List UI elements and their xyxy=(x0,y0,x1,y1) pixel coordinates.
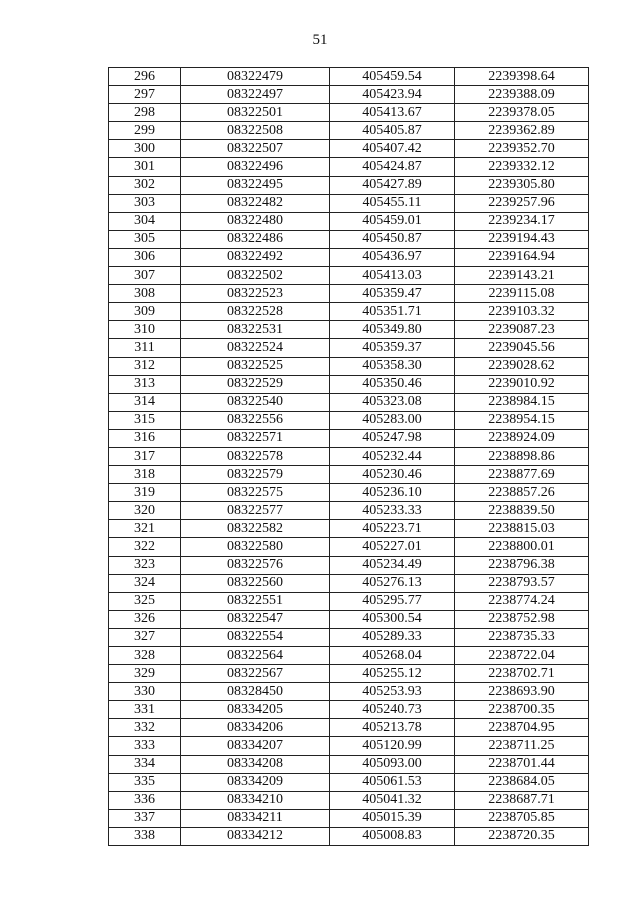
y-coordinate-cell: 2238735.33 xyxy=(455,628,589,646)
point-id-cell: 08322556 xyxy=(181,411,330,429)
x-coordinate-cell: 405289.33 xyxy=(330,628,455,646)
point-number-cell: 306 xyxy=(109,248,181,266)
x-coordinate-cell: 405427.89 xyxy=(330,176,455,194)
y-coordinate-cell: 2239164.94 xyxy=(455,248,589,266)
y-coordinate-cell: 2238815.03 xyxy=(455,520,589,538)
point-number-cell: 315 xyxy=(109,411,181,429)
point-number-cell: 310 xyxy=(109,321,181,339)
table-row xyxy=(109,701,589,719)
point-number-cell: 326 xyxy=(109,610,181,628)
table-row xyxy=(109,628,589,646)
x-coordinate-cell: 405227.01 xyxy=(330,538,455,556)
table-row xyxy=(109,429,589,447)
point-number-cell: 335 xyxy=(109,773,181,791)
table-row xyxy=(109,122,589,140)
point-id-cell: 08322479 xyxy=(181,68,330,86)
x-coordinate-cell: 405015.39 xyxy=(330,809,455,827)
y-coordinate-cell: 2239257.96 xyxy=(455,194,589,212)
x-coordinate-cell: 405413.67 xyxy=(330,104,455,122)
point-number-cell: 328 xyxy=(109,647,181,665)
y-coordinate-cell: 2239388.09 xyxy=(455,86,589,104)
table-row xyxy=(109,339,589,357)
point-number-cell: 300 xyxy=(109,140,181,158)
point-id-cell: 08322564 xyxy=(181,647,330,665)
point-id-cell: 08334209 xyxy=(181,773,330,791)
table-row xyxy=(109,502,589,520)
x-coordinate-cell: 405424.87 xyxy=(330,158,455,176)
x-coordinate-cell: 405223.71 xyxy=(330,520,455,538)
table-row xyxy=(109,393,589,411)
x-coordinate-cell: 405358.30 xyxy=(330,357,455,375)
table-row xyxy=(109,574,589,592)
x-coordinate-cell: 405061.53 xyxy=(330,773,455,791)
point-number-cell: 309 xyxy=(109,303,181,321)
table-row xyxy=(109,556,589,574)
point-id-cell: 08322480 xyxy=(181,212,330,230)
y-coordinate-cell: 2239045.56 xyxy=(455,339,589,357)
table-row xyxy=(109,411,589,429)
point-id-cell: 08322528 xyxy=(181,303,330,321)
point-id-cell: 08334212 xyxy=(181,827,330,845)
y-coordinate-cell: 2238924.09 xyxy=(455,429,589,447)
table-row xyxy=(109,773,589,791)
y-coordinate-cell: 2239332.12 xyxy=(455,158,589,176)
table-row xyxy=(109,827,589,845)
point-id-cell: 08322501 xyxy=(181,104,330,122)
y-coordinate-cell: 2239398.64 xyxy=(455,68,589,86)
table-row xyxy=(109,665,589,683)
point-id-cell: 08322551 xyxy=(181,592,330,610)
y-coordinate-cell: 2238705.85 xyxy=(455,809,589,827)
table-row xyxy=(109,592,589,610)
point-id-cell: 08322497 xyxy=(181,86,330,104)
y-coordinate-cell: 2238898.86 xyxy=(455,447,589,465)
point-number-cell: 312 xyxy=(109,357,181,375)
point-number-cell: 324 xyxy=(109,574,181,592)
table-row xyxy=(109,737,589,755)
point-number-cell: 322 xyxy=(109,538,181,556)
x-coordinate-cell: 405450.87 xyxy=(330,230,455,248)
x-coordinate-cell: 405323.08 xyxy=(330,393,455,411)
table-row xyxy=(109,683,589,701)
table-row xyxy=(109,68,589,86)
point-number-cell: 311 xyxy=(109,339,181,357)
point-id-cell: 08334208 xyxy=(181,755,330,773)
x-coordinate-cell: 405236.10 xyxy=(330,484,455,502)
point-id-cell: 08334205 xyxy=(181,701,330,719)
point-id-cell: 08322531 xyxy=(181,321,330,339)
y-coordinate-cell: 2239352.70 xyxy=(455,140,589,158)
table-row xyxy=(109,538,589,556)
y-coordinate-cell: 2239103.32 xyxy=(455,303,589,321)
table-row xyxy=(109,285,589,303)
y-coordinate-cell: 2238711.25 xyxy=(455,737,589,755)
point-number-cell: 298 xyxy=(109,104,181,122)
point-id-cell: 08334211 xyxy=(181,809,330,827)
point-id-cell: 08322496 xyxy=(181,158,330,176)
x-coordinate-cell: 405268.04 xyxy=(330,647,455,665)
table-row xyxy=(109,303,589,321)
y-coordinate-cell: 2239234.17 xyxy=(455,212,589,230)
x-coordinate-cell: 405276.13 xyxy=(330,574,455,592)
x-coordinate-cell: 405455.11 xyxy=(330,194,455,212)
point-number-cell: 313 xyxy=(109,375,181,393)
x-coordinate-cell: 405213.78 xyxy=(330,719,455,737)
table-row xyxy=(109,357,589,375)
point-number-cell: 319 xyxy=(109,484,181,502)
point-id-cell: 08322577 xyxy=(181,502,330,520)
point-number-cell: 332 xyxy=(109,719,181,737)
y-coordinate-cell: 2239028.62 xyxy=(455,357,589,375)
x-coordinate-cell: 405359.37 xyxy=(330,339,455,357)
point-id-cell: 08322580 xyxy=(181,538,330,556)
table-row xyxy=(109,267,589,285)
y-coordinate-cell: 2238793.57 xyxy=(455,574,589,592)
point-id-cell: 08322547 xyxy=(181,610,330,628)
x-coordinate-cell: 405233.33 xyxy=(330,502,455,520)
point-id-cell: 08322578 xyxy=(181,447,330,465)
point-number-cell: 305 xyxy=(109,230,181,248)
x-coordinate-cell: 405253.93 xyxy=(330,683,455,701)
y-coordinate-cell: 2239010.92 xyxy=(455,375,589,393)
y-coordinate-cell: 2238796.38 xyxy=(455,556,589,574)
y-coordinate-cell: 2238774.24 xyxy=(455,592,589,610)
table-row xyxy=(109,610,589,628)
table-row xyxy=(109,520,589,538)
y-coordinate-cell: 2239194.43 xyxy=(455,230,589,248)
y-coordinate-cell: 2239305.80 xyxy=(455,176,589,194)
point-id-cell: 08322576 xyxy=(181,556,330,574)
point-number-cell: 308 xyxy=(109,285,181,303)
table-row xyxy=(109,647,589,665)
point-number-cell: 323 xyxy=(109,556,181,574)
y-coordinate-cell: 2238984.15 xyxy=(455,393,589,411)
point-number-cell: 327 xyxy=(109,628,181,646)
x-coordinate-cell: 405295.77 xyxy=(330,592,455,610)
point-number-cell: 333 xyxy=(109,737,181,755)
point-number-cell: 304 xyxy=(109,212,181,230)
y-coordinate-cell: 2238857.26 xyxy=(455,484,589,502)
x-coordinate-cell: 405351.71 xyxy=(330,303,455,321)
table-row xyxy=(109,212,589,230)
point-number-cell: 307 xyxy=(109,267,181,285)
point-id-cell: 08322502 xyxy=(181,267,330,285)
point-number-cell: 297 xyxy=(109,86,181,104)
point-number-cell: 321 xyxy=(109,520,181,538)
x-coordinate-cell: 405240.73 xyxy=(330,701,455,719)
page-number: 51 xyxy=(312,32,328,48)
x-coordinate-cell: 405234.49 xyxy=(330,556,455,574)
point-number-cell: 299 xyxy=(109,122,181,140)
point-id-cell: 08322582 xyxy=(181,520,330,538)
point-id-cell: 08322529 xyxy=(181,375,330,393)
point-id-cell: 08322508 xyxy=(181,122,330,140)
y-coordinate-cell: 2238704.95 xyxy=(455,719,589,737)
point-id-cell: 08334206 xyxy=(181,719,330,737)
table-row xyxy=(109,809,589,827)
y-coordinate-cell: 2238693.90 xyxy=(455,683,589,701)
x-coordinate-cell: 405041.32 xyxy=(330,791,455,809)
point-id-cell: 08322560 xyxy=(181,574,330,592)
x-coordinate-cell: 405436.97 xyxy=(330,248,455,266)
point-id-cell: 08322554 xyxy=(181,628,330,646)
point-number-cell: 303 xyxy=(109,194,181,212)
point-number-cell: 320 xyxy=(109,502,181,520)
point-id-cell: 08322571 xyxy=(181,429,330,447)
y-coordinate-cell: 2239143.21 xyxy=(455,267,589,285)
y-coordinate-cell: 2239087.23 xyxy=(455,321,589,339)
table-row xyxy=(109,140,589,158)
point-number-cell: 316 xyxy=(109,429,181,447)
table-row xyxy=(109,375,589,393)
table-row xyxy=(109,230,589,248)
x-coordinate-cell: 405459.01 xyxy=(330,212,455,230)
y-coordinate-cell: 2238800.01 xyxy=(455,538,589,556)
table-row xyxy=(109,194,589,212)
point-number-cell: 336 xyxy=(109,791,181,809)
x-coordinate-cell: 405230.46 xyxy=(330,466,455,484)
x-coordinate-cell: 405423.94 xyxy=(330,86,455,104)
point-number-cell: 325 xyxy=(109,592,181,610)
point-id-cell: 08322540 xyxy=(181,393,330,411)
point-number-cell: 301 xyxy=(109,158,181,176)
x-coordinate-cell: 405349.80 xyxy=(330,321,455,339)
point-number-cell: 334 xyxy=(109,755,181,773)
table-row xyxy=(109,86,589,104)
y-coordinate-cell: 2238720.35 xyxy=(455,827,589,845)
x-coordinate-cell: 405283.00 xyxy=(330,411,455,429)
point-number-cell: 318 xyxy=(109,466,181,484)
table-row xyxy=(109,484,589,502)
coordinates-table xyxy=(108,67,589,846)
y-coordinate-cell: 2239378.05 xyxy=(455,104,589,122)
point-id-cell: 08322482 xyxy=(181,194,330,212)
y-coordinate-cell: 2238700.35 xyxy=(455,701,589,719)
point-id-cell: 08322495 xyxy=(181,176,330,194)
table-row xyxy=(109,466,589,484)
x-coordinate-cell: 405413.03 xyxy=(330,267,455,285)
point-number-cell: 302 xyxy=(109,176,181,194)
y-coordinate-cell: 2239115.08 xyxy=(455,285,589,303)
y-coordinate-cell: 2238684.05 xyxy=(455,773,589,791)
point-number-cell: 296 xyxy=(109,68,181,86)
point-id-cell: 08322575 xyxy=(181,484,330,502)
point-id-cell: 08322486 xyxy=(181,230,330,248)
point-id-cell: 08322492 xyxy=(181,248,330,266)
point-number-cell: 317 xyxy=(109,447,181,465)
point-id-cell: 08322579 xyxy=(181,466,330,484)
x-coordinate-cell: 405008.83 xyxy=(330,827,455,845)
point-id-cell: 08322524 xyxy=(181,339,330,357)
y-coordinate-cell: 2238839.50 xyxy=(455,502,589,520)
y-coordinate-cell: 2238954.15 xyxy=(455,411,589,429)
y-coordinate-cell: 2238687.71 xyxy=(455,791,589,809)
point-number-cell: 314 xyxy=(109,393,181,411)
table-row xyxy=(109,447,589,465)
x-coordinate-cell: 405093.00 xyxy=(330,755,455,773)
table-row xyxy=(109,248,589,266)
x-coordinate-cell: 405405.87 xyxy=(330,122,455,140)
point-id-cell: 08322567 xyxy=(181,665,330,683)
x-coordinate-cell: 405247.98 xyxy=(330,429,455,447)
table-row xyxy=(109,791,589,809)
table-row xyxy=(109,321,589,339)
point-number-cell: 337 xyxy=(109,809,181,827)
table-row xyxy=(109,719,589,737)
table-row xyxy=(109,755,589,773)
table-row xyxy=(109,104,589,122)
table-row xyxy=(109,158,589,176)
x-coordinate-cell: 405407.42 xyxy=(330,140,455,158)
point-number-cell: 330 xyxy=(109,683,181,701)
y-coordinate-cell: 2238752.98 xyxy=(455,610,589,628)
x-coordinate-cell: 405120.99 xyxy=(330,737,455,755)
x-coordinate-cell: 405232.44 xyxy=(330,447,455,465)
point-id-cell: 08334210 xyxy=(181,791,330,809)
point-number-cell: 338 xyxy=(109,827,181,845)
point-id-cell: 08322525 xyxy=(181,357,330,375)
point-number-cell: 329 xyxy=(109,665,181,683)
x-coordinate-cell: 405255.12 xyxy=(330,665,455,683)
point-id-cell: 08322523 xyxy=(181,285,330,303)
x-coordinate-cell: 405459.54 xyxy=(330,68,455,86)
y-coordinate-cell: 2238702.71 xyxy=(455,665,589,683)
coordinates-table-body xyxy=(109,68,589,846)
y-coordinate-cell: 2238701.44 xyxy=(455,755,589,773)
point-number-cell: 331 xyxy=(109,701,181,719)
table-row xyxy=(109,176,589,194)
point-id-cell: 08328450 xyxy=(181,683,330,701)
x-coordinate-cell: 405350.46 xyxy=(330,375,455,393)
x-coordinate-cell: 405359.47 xyxy=(330,285,455,303)
y-coordinate-cell: 2239362.89 xyxy=(455,122,589,140)
y-coordinate-cell: 2238722.04 xyxy=(455,647,589,665)
point-id-cell: 08322507 xyxy=(181,140,330,158)
point-id-cell: 08334207 xyxy=(181,737,330,755)
x-coordinate-cell: 405300.54 xyxy=(330,610,455,628)
y-coordinate-cell: 2238877.69 xyxy=(455,466,589,484)
